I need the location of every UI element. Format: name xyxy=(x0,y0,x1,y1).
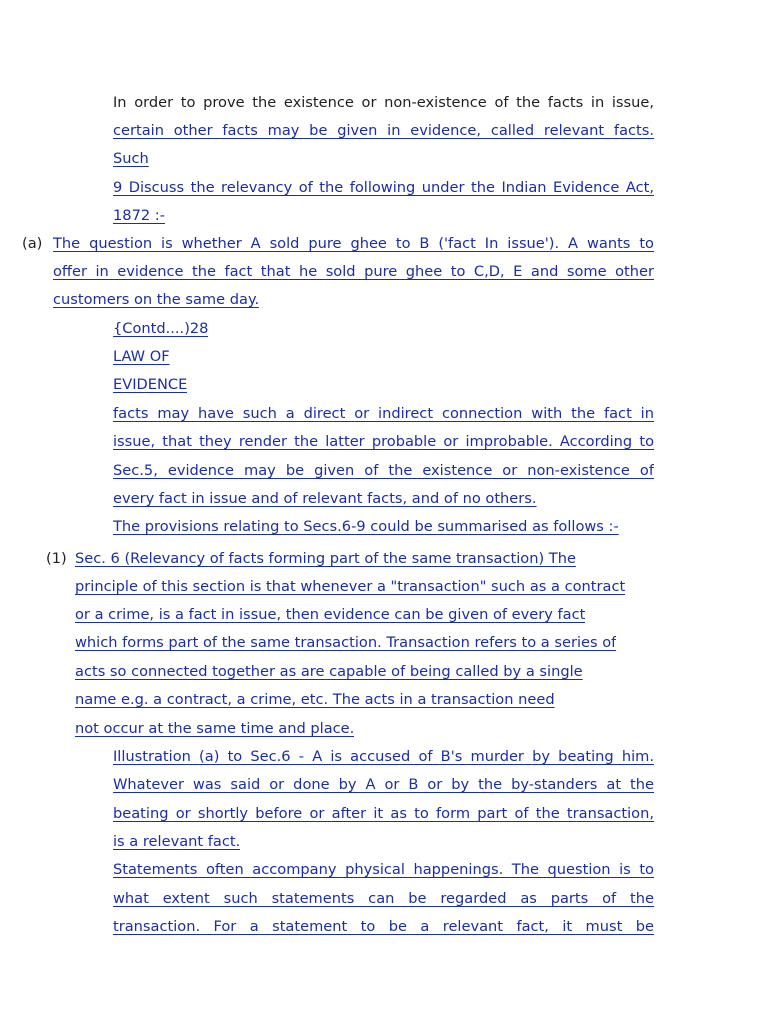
illustration-line-3[interactable]: beating or shortly before or after it as to form part of the transaction, xyxy=(113,805,654,822)
item-a-line-3[interactable]: customers on the same day. xyxy=(53,291,260,308)
intro-line-3[interactable]: Such xyxy=(113,150,149,167)
body-line-2[interactable]: issue, that they render the latter probable or improbable. According to xyxy=(113,433,654,450)
question-9-line-1[interactable]: 9 Discuss the relevancy of the following under the Indian Evidence Act, xyxy=(113,179,654,196)
item-1-line-7[interactable]: not occur at the same time and place. xyxy=(75,720,355,737)
contd-marker[interactable]: {Contd....)28 xyxy=(113,320,209,337)
body-line-1[interactable]: facts may have such a direct or indirect connection with the fact in xyxy=(113,405,654,422)
statements-line-1[interactable]: Statements often accompany physical happenings. The question is to xyxy=(113,861,654,878)
item-a-line-1[interactable]: The question is whether A sold pure ghee to B ('fact In issue'). A wants to xyxy=(53,235,654,252)
statements-line-3[interactable]: transaction. For a statement to be a relevant fact, it must be xyxy=(113,918,654,935)
illustration-line-4[interactable]: is a relevant fact. xyxy=(113,833,241,850)
item-1-line-1[interactable]: Sec. 6 (Relevancy of facts forming part of the same transaction) The xyxy=(75,550,576,567)
item-1-line-3[interactable]: or a crime, is a fact in issue, then evidence can be given of every fact xyxy=(75,606,586,623)
illustration-line-2[interactable]: Whatever was said or done by A or B or by the by-standers at the xyxy=(113,776,654,793)
item-1-line-4[interactable]: which forms part of the same transaction. Transaction refers to a series of xyxy=(75,634,617,651)
item-1-line-5[interactable]: acts so connected together as are capable of being called by a single xyxy=(75,663,583,680)
intro-line-2[interactable]: certain other facts may be given in evidence, called relevant facts. xyxy=(113,122,654,139)
item-a-marker: (a) xyxy=(22,235,43,252)
item-1-line-6[interactable]: name e.g. a contract, a crime, etc. The acts in a transaction need xyxy=(75,691,555,708)
illustration-line-1[interactable]: Illustration (a) to Sec.6 - A is accused of B's murder by beating him. xyxy=(113,748,654,765)
running-header-line-2[interactable]: EVIDENCE xyxy=(113,376,188,393)
item-1-marker: (1) xyxy=(46,550,67,567)
statements-line-2[interactable]: what extent such statements can be regarded as parts of the xyxy=(113,890,654,907)
body-line-5[interactable]: The provisions relating to Secs.6-9 could be summarised as follows :- xyxy=(113,518,619,535)
item-1-line-2[interactable]: principle of this section is that whenever a "transaction" such as a contract xyxy=(75,578,626,595)
body-line-4[interactable]: every fact in issue and of relevant facts, and of no others. xyxy=(113,490,537,507)
intro-line-1: In order to prove the existence or non-existence of the facts in issue, xyxy=(113,94,654,111)
question-9-line-2[interactable]: 1872 :- xyxy=(113,207,165,224)
body-line-3[interactable]: Sec.5, evidence may be given of the existence or non-existence of xyxy=(113,462,654,479)
item-a-line-2[interactable]: offer in evidence the fact that he sold pure ghee to C,D, E and some other xyxy=(53,263,654,280)
running-header-line-1[interactable]: LAW OF xyxy=(113,348,170,365)
